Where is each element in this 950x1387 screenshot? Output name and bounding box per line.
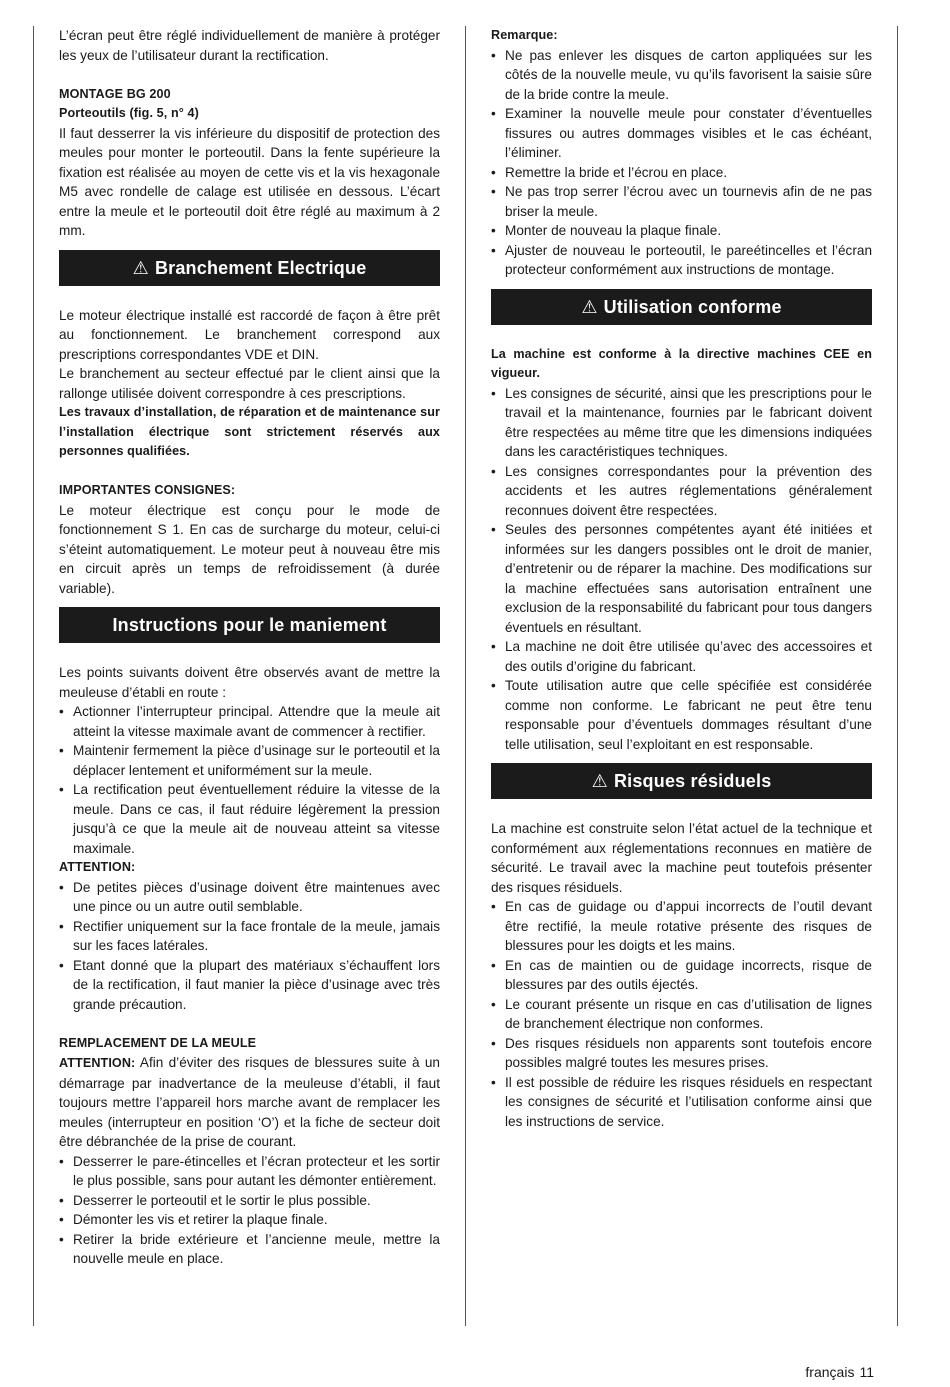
list-item: • Remettre la bride et l’écrou en place. [491,163,872,183]
list-item: • Maintenir fermement la pièce d’usinage sur le porteoutil et la déplacer lentement et uniformément sur la meule. [59,741,440,780]
list-item: • En cas de maintien ou de guidage incorrects, risque de blessures par des outils éjectés. [491,956,872,995]
list-item: • Actionner l’interrupteur principal. Attendre que la meule ait atteint la vitesse maximale avant de commencer à rectifier. [59,702,440,741]
page-footer [805,1363,874,1383]
warning-triangle-icon: ⚠ [581,296,598,317]
footer-language: français [805,1364,855,1380]
consignes-paragraph: Le moteur électrique est conçu pour le mode de fonctionnement S 1. En cas de surcharge du moteur, celui-ci s’éteint automatiquement. Le moteur peut à nouveau être mis en circuit après un temps de refroidissement (à durée variable). [59,502,440,596]
list-item: • Ne pas trop serrer l’écrou avec un tournevis afin de ne pas briser la meule. [491,182,872,221]
risques-list [491,897,872,1131]
list-item: • De petites pièces d’usinage doivent être maintenues avec une pince ou un autre outil semblable. [59,878,440,917]
intro-paragraph: L’écran peut être réglé individuellement de manière à protéger les yeux de l’utilisateur durant la rectification. [59,28,440,63]
branchement-paragraph-2: Le branchement au secteur effectué par le client ainsi que la rallonge utilisée doivent correspondre à ces prescriptions. [59,366,440,401]
montage-heading: MONTAGE BG 200 [59,86,171,101]
instructions-list [59,702,440,858]
risques-intro: La machine est construite selon l’état actuel de la technique et conformément aux réglementations reconnues en matière de sécurité. Le travail avec la machine peut toutefois présenter des risques résiduels. [491,821,872,895]
list-item: • Rectifier uniquement sur la face frontale de la meule, jamais sur les faces latérales. [59,917,440,956]
list-item: • Desserrer le pare-étincelles et l’écran protecteur et les sortir le plus possible, sans pour autant les démonter entièrement. [59,1152,440,1191]
remplacement-attention-label: ATTENTION: [59,1056,136,1070]
branchement-warning-bold: Les travaux d’installation, de réparation et de maintenance sur l’installation électrique sont strictement réservés aux personnes qualifiées. [59,405,440,458]
attention-heading: ATTENTION: [59,860,136,874]
section-title: Branchement Electrique [154,257,367,278]
list-item: • Ajuster de nouveau le porteoutil, le pareétincelles et l’écran protecteur conformément aux instructions de montage. [491,241,872,280]
list-item: • Des risques résiduels non apparents sont toutefois encore possibles malgré toutes les mesures prises. [491,1034,872,1073]
list-item: • Examiner la nouvelle meule pour constater d’éventuelles fissures ou autres dommages visibles et le cas échéant, l’éliminer. [491,104,872,163]
list-item: • Etant donné que la plupart des matériaux s’échauffent lors de la rectification, il faut manier la pièce d’usinage avec très grande précaution. [59,956,440,1015]
section-title: Instructions pour le maniement [112,615,387,635]
branchement-paragraph-1: Le moteur électrique installé est raccordé de façon à être prêt au fonctionnement. Le branchement correspond aux prescriptions correspondantes VDE et DIN. [59,307,440,362]
list-item: • En cas de guidage ou d’appui incorrects de l’outil devant être rectifié, la meule rotative présente des risques de blessures pour les doigts et les mains. [491,897,872,956]
list-item: • La machine ne doit être utilisée qu’avec des accessoires et des outils d’origine du fabricant. [491,637,872,676]
section-header-risques [491,763,872,799]
left-margin-rule [33,26,34,1326]
list-item: • Il est possible de réduire les risques résiduels en respectant les consignes de sécurité et l’utilisation conforme ainsi que les instructions de service. [491,1073,872,1132]
list-item: • Les consignes correspondantes pour la prévention des accidents et les autres réglementations généralement reconnues doivent être respectées. [491,462,872,521]
remplacement-list [59,1152,440,1269]
list-item: • La rectification peut éventuellement réduire la vitesse de la meule. Dans ce cas, il faut réduire légèrement la pression jusqu’à ce que la meule ait de nouveau atteint sa vitesse maximale. [59,780,440,858]
left-column [59,26,440,1269]
remplacement-heading: REMPLACEMENT DE LA MEULE [59,1035,257,1050]
section-header-instructions [59,607,440,643]
list-item: • Les consignes de sécurité, ainsi que les prescriptions pour le travail et la maintenance, fournies par le fabricant doivent être respectées au même titre que les dimensions indiquées dans les caractéristiques techniques. [491,384,872,462]
right-margin-rule [897,26,898,1326]
consignes-heading: IMPORTANTES CONSIGNES: [59,483,236,497]
warning-triangle-icon: ⚠ [591,771,608,791]
list-item: • Démonter les vis et retirer la plaque finale. [59,1210,440,1230]
page-number: 11 [859,1364,874,1380]
instructions-intro: Les points suivants doivent être observés avant de mettre la meuleuse d’établi en route : [59,665,440,700]
section-header-utilisation [491,289,872,325]
list-item: • Retirer la bride extérieure et l’ancienne meule, mettre la nouvelle meule en place. [59,1230,440,1269]
list-item: • Monter de nouveau la plaque finale. [491,221,872,241]
section-header-branchement [59,250,440,286]
list-item: • Seules des personnes compétentes ayant été initiées et informées sur les dangers possibles ont le droit de manier, d’entretenir ou de réparer la machine. Des modifications sur la machine effectuées sans autorisation entraînent une exclusion de la responsabilité du fabricant pour tous dangers éventuels en résultant. [491,520,872,637]
remarque-list [491,46,872,280]
montage-subheading: Porteoutils (fig. 5, n° 4) [59,106,199,120]
remplacement-text: Afin d’éviter des risques de blessures suite à un démarrage par inadvertance de la meuleuse d’établi, il faut toujours mettre l’appareil hors marche avant de remplacer les meules (interrupteur en position ‘O’) et la fiche de secteur doit être débranchée de la prise de courant. [59,1055,440,1149]
section-title: Utilisation conforme [603,296,782,317]
montage-paragraph: Il faut desserrer la vis inférieure du dispositif de protection des meules pour monter le porteoutil. Dans la fente supérieure la fixation est réalisée au moyen de cette vis et la vis hexagonale M5 avec rondelle de calage est utilisée en dessous. L’écart entre la meule et le porteoutil doit être réglé au maximum à 2 mm. [59,125,440,238]
attention-list [59,878,440,1015]
right-column [491,26,872,1131]
list-item: • Ne pas enlever les disques de carton appliquées sur les côtés de la nouvelle meule, vu qu’ils favorisent la saisie sûre de la bride contre la meule. [491,46,872,105]
list-item: • Le courant présente un risque en cas d’utilisation de lignes de branchement électrique non conformes. [491,995,872,1034]
remplacement-paragraph [59,1053,440,1152]
warning-triangle-icon: ⚠ [132,257,149,278]
section-title: Risques résiduels [613,771,772,791]
remarque-heading: Remarque: [491,28,558,42]
utilisation-list [491,384,872,755]
list-item: • Toute utilisation autre que celle spécifiée est considérée comme non conforme. Le fabricant ne peut être tenu responsable pour d’éventuels dommages résultant d’une telle utilisation, seul l’exploitant en est responsable. [491,676,872,754]
list-item: • Desserrer le porteoutil et le sortir le plus possible. [59,1191,440,1211]
utilisation-bold: La machine est conforme à la directive machines CEE en vigueur. [491,346,872,380]
column-divider [465,26,466,1326]
